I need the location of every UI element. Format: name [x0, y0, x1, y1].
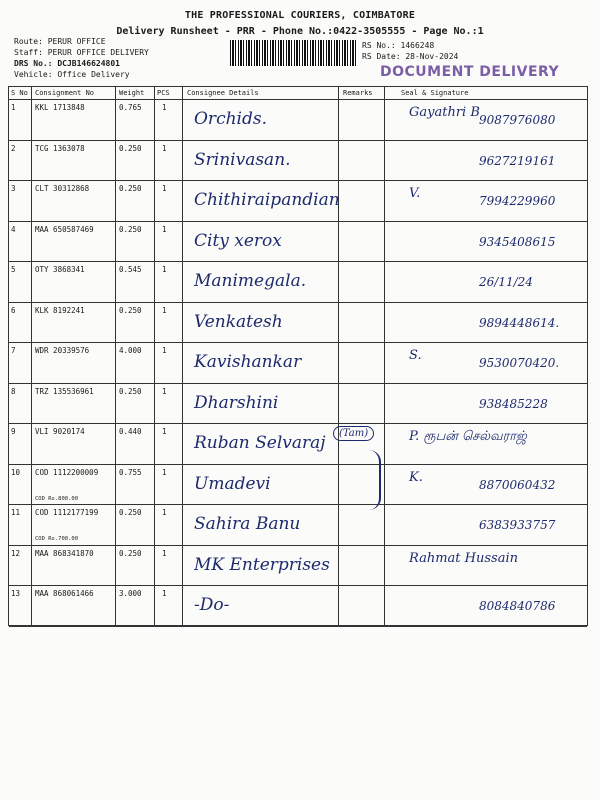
- cell-wt: 0.250: [119, 224, 142, 234]
- cell-cno: COD 1112177199: [35, 508, 99, 517]
- cell-phone: 9087976080: [479, 113, 556, 127]
- cell-cno: TCG 1363078: [35, 143, 85, 153]
- cell-wt: 4.000: [119, 346, 142, 355]
- cell-sno: 12: [11, 548, 21, 558]
- meta-right: [362, 40, 458, 62]
- cell-wt: 0.440: [119, 427, 142, 436]
- cell-wt: 0.250: [119, 386, 142, 396]
- cell-consignee: Umadevi: [194, 473, 271, 494]
- table-row: [9, 342, 587, 384]
- cell-phone: 6383933757: [479, 518, 556, 532]
- cell-phone: 9530070420.: [479, 356, 560, 370]
- table-row: [9, 221, 587, 263]
- cell-cno: MAA 650587469: [35, 224, 94, 234]
- cell-pcs: 1: [162, 386, 167, 396]
- cell-sno: 11: [11, 508, 21, 517]
- table-row: [9, 302, 587, 344]
- cell-phone: 9894448614.: [479, 315, 560, 330]
- cell-pcs: 1: [162, 548, 167, 558]
- runsheet-title: Delivery Runsheet - PRR - Phone No.:0422-3505555 - Page No.:1: [116, 26, 484, 37]
- table-row: [9, 545, 587, 587]
- table-row: [9, 383, 587, 425]
- cell-sno: 5: [11, 265, 16, 274]
- cell-wt: 0.765: [119, 103, 142, 112]
- meta-left: [14, 36, 149, 80]
- cell-wt: 0.250: [119, 548, 142, 558]
- cell-wt: 0.250: [119, 143, 142, 153]
- cell-cod: COD Rs.700.00: [35, 536, 79, 542]
- cell-pcs: 1: [162, 467, 167, 477]
- cell-consignee: MK Enterprises: [194, 554, 330, 575]
- cell-pcs: 1: [162, 589, 167, 598]
- cell-pcs: 1: [162, 508, 167, 517]
- cell-cno: OTY 3868341: [35, 265, 85, 274]
- cell-sno: 1: [11, 103, 16, 112]
- cell-wt: 0.545: [119, 265, 142, 274]
- cell-consignee: Manimegala.: [194, 271, 307, 291]
- cell-cno: VLI 9020174: [35, 427, 85, 436]
- cell-consignee: Chithiraipandian: [194, 190, 340, 210]
- cell-cno: KKL 1713848: [35, 103, 85, 112]
- rs-date: RS Date: 28-Nov-2024: [362, 52, 459, 61]
- cell-cno: MAA 868061466: [35, 589, 94, 598]
- table-row: [9, 99, 587, 141]
- table-row: [9, 504, 587, 546]
- cell-phone: 8084840786: [479, 599, 556, 613]
- cell-consignee: Venkatesh: [194, 311, 283, 332]
- table-row: [9, 140, 587, 182]
- cell-pcs: 1: [162, 265, 167, 274]
- header-weight: Weight: [119, 89, 145, 97]
- cell-pcs: 1: [162, 305, 167, 315]
- cell-wt: 0.755: [119, 467, 142, 477]
- table-row: [9, 261, 587, 303]
- cell-cno: COD 1112200009: [35, 467, 99, 477]
- cell-pcs: 1: [162, 427, 167, 436]
- cell-consignee: Sahira Banu: [194, 514, 301, 534]
- cell-pcs: 1: [162, 184, 167, 193]
- cell-consignee: City xerox: [194, 230, 282, 251]
- cell-signer: K.: [409, 469, 423, 485]
- cell-consignee: Ruban Selvaraj: [194, 433, 326, 453]
- cell-sno: 6: [11, 305, 16, 315]
- cell-wt: 0.250: [119, 305, 142, 315]
- table-row: [9, 423, 587, 465]
- rs-number: RS No.: 1466248: [362, 41, 435, 50]
- tam-note: (Tam): [333, 426, 374, 441]
- header-signature: Seal & Signature: [401, 89, 469, 97]
- cell-cno: WDR 20339576: [35, 346, 90, 355]
- cell-phone: 938485228: [479, 396, 548, 411]
- table-row: [9, 180, 587, 222]
- cell-cno: KLK 8192241: [35, 305, 85, 315]
- cell-sno: 7: [11, 346, 16, 355]
- header-consignment: Consignment No: [35, 89, 95, 97]
- route: Route: PERUR OFFICE: [14, 37, 106, 46]
- cell-cno: CLT 30312868: [35, 184, 90, 193]
- cell-signer: V.: [409, 186, 421, 201]
- cell-phone: 9627219161: [479, 153, 556, 168]
- cell-consignee: Srinivasan.: [194, 149, 291, 170]
- cell-pcs: 1: [162, 103, 167, 112]
- cell-wt: 3.000: [119, 589, 142, 598]
- cell-phone: 26/11/24: [479, 275, 533, 289]
- cell-cod: COD Rs.800.00: [35, 495, 79, 502]
- cell-pcs: 1: [162, 224, 167, 234]
- cell-cno: TRZ 135536961: [35, 386, 94, 396]
- cell-consignee: -Do-: [194, 595, 230, 615]
- cell-pcs: 1: [162, 143, 167, 153]
- cell-sno: 8: [11, 386, 16, 396]
- cell-cno: MAA 868341870: [35, 548, 94, 558]
- header-sno: S No: [11, 89, 28, 97]
- cell-sno: 4: [11, 224, 16, 234]
- cell-signer: P. ரூபன் செல்வராஜ்: [409, 429, 527, 444]
- cell-sno: 9: [11, 427, 16, 436]
- cell-consignee: Kavishankar: [194, 352, 302, 372]
- drs-number: DRS No.: DCJB146624801: [14, 59, 120, 68]
- cell-sno: 3: [11, 184, 16, 193]
- barcode: [230, 40, 358, 66]
- company-name: THE PROFESSIONAL COURIERS, COIMBATORE: [184, 10, 416, 21]
- cell-sno: 2: [11, 143, 16, 153]
- cell-consignee: Dharshini: [194, 392, 279, 413]
- cell-wt: 0.250: [119, 184, 142, 193]
- runsheet-table: [8, 86, 588, 626]
- table-row: [9, 464, 587, 506]
- remark-bracket: [363, 450, 381, 510]
- cell-phone: 9345408615: [479, 234, 556, 249]
- cell-signer: S.: [409, 348, 422, 363]
- cell-phone: 7994229960: [479, 194, 556, 208]
- document-delivery-stamp: DOCUMENT DELIVERY: [380, 64, 560, 80]
- vehicle: Vehicle: Office Delivery: [14, 70, 130, 79]
- header-pcs: PCS: [157, 89, 170, 97]
- cell-sno: 13: [11, 589, 21, 598]
- header-consignee: Consignee Details: [187, 89, 259, 97]
- cell-wt: 0.250: [119, 508, 142, 517]
- cell-phone: 8870060432: [479, 477, 556, 492]
- staff: Staff: PERUR OFFICE DELIVERY: [14, 48, 149, 57]
- cell-pcs: 1: [162, 346, 167, 355]
- cell-signer: Rahmat Hussain: [409, 550, 518, 566]
- cell-consignee: Orchids.: [194, 109, 267, 129]
- cell-signer: Gayathri B: [409, 105, 480, 120]
- header-remarks: Remarks: [343, 89, 373, 97]
- cell-sno: 10: [11, 467, 21, 477]
- table-row: [9, 585, 587, 627]
